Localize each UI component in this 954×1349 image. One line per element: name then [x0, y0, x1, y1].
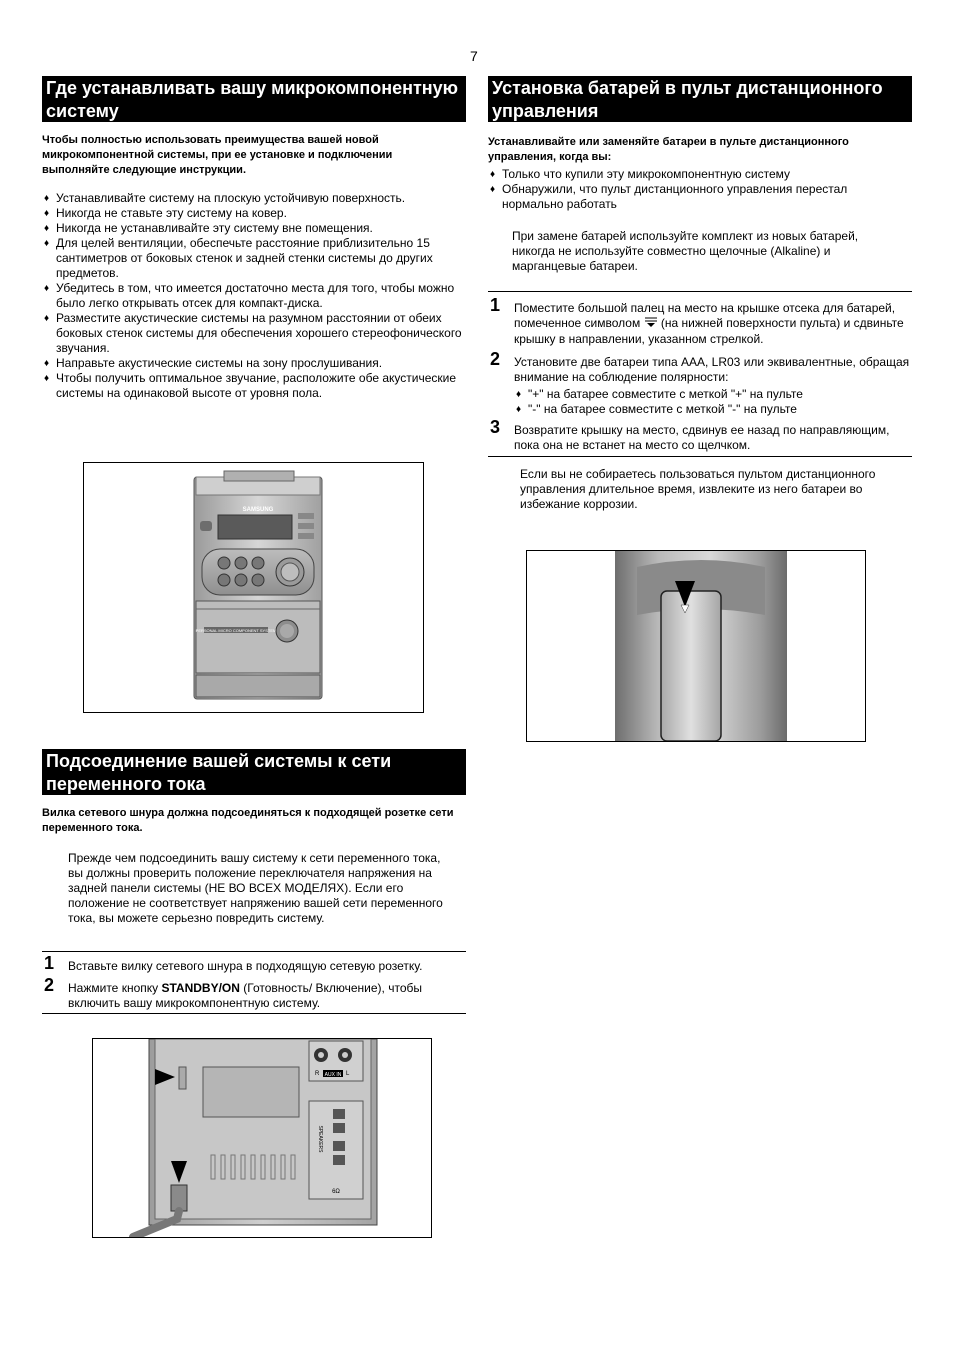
placement-bullet: ♦ Устанавливайте систему на плоскую устойчивую поверхность.	[42, 191, 466, 206]
batteries-note-corrosion: Если вы не собираетесь пользоваться пультом дистанционного управления длительное время, извлеките из него батареи во избежание коррозии.	[520, 467, 876, 511]
power-steps	[44, 953, 464, 1011]
brand-logo: SAMSUNG	[242, 507, 274, 513]
placement-bullet: ♦ Чтобы получить оптимальное звучание, расположите обе акустические системы на одинаковой высоте от уровня пола.	[42, 371, 466, 401]
power-steps-top-rule	[42, 951, 466, 952]
batteries-note-alkaline: При замене батарей используйте комплект из новых батарей, никогда не используйте совместно щелочные (Alkaline) и марганцевые батареи.	[512, 229, 859, 273]
system-rear-figure	[92, 1038, 432, 1238]
power-section	[42, 749, 466, 926]
battery-step-3	[490, 417, 910, 453]
step-number: 1	[44, 953, 55, 973]
step-text-pre: Нажмите кнопку	[68, 981, 162, 995]
power-title: Подсоединение вашей системы к сети переменного тока	[42, 749, 466, 795]
polarity-bullet: ♦ "+" на батарее совместите с меткой "+" на пульте	[514, 387, 910, 402]
system-rear-illustration	[93, 1039, 431, 1237]
placement-bullet-list	[42, 191, 466, 401]
step-number: 2	[44, 975, 55, 995]
power-step-2	[44, 975, 464, 1011]
battery-steps-bottom-rule	[488, 456, 912, 457]
batteries-bullet-list	[488, 167, 888, 212]
aux-l-label: L	[346, 1071, 350, 1077]
power-step-1	[44, 953, 464, 974]
step-number: 3	[490, 417, 501, 437]
placement-bullet: ♦ Никогда не устанавливайте эту систему вне помещения.	[42, 221, 466, 236]
step-text-post: (Готовность/ Включение), чтобы включить вашу микрокомпонентную систему.	[68, 981, 422, 1010]
system-front-illustration	[84, 463, 423, 712]
speakers-label: SPEAKERS	[317, 1125, 323, 1153]
remote-battery-illustration	[527, 551, 865, 741]
step-text: Установите две батареи типа AAA, LR03 или эквивалентные, обращая внимание на соблюдение полярности:	[514, 355, 910, 384]
placement-title: Где устанавливать вашу микрокомпонентную систему	[42, 76, 466, 122]
step-text: Возвратите крышку на место, сдвинув ее назад по направляющим, пока она не встанет на место со щелчком.	[514, 423, 890, 452]
cover-symbol-icon	[644, 316, 658, 332]
step-text: Вставьте вилку сетевого шнура в подходящую сетевую розетку.	[68, 959, 423, 973]
step-text-post: (на нижней поверхности пульта) и сдвиньте крышку в направлении, указанном стрелкой.	[514, 316, 904, 346]
placement-bullet: ♦ Направьте акустические системы на зону прослушивания.	[42, 356, 466, 371]
standby-on-label: STANDBY/ON	[161, 981, 240, 995]
battery-step-1	[490, 295, 910, 347]
placement-bullet: ♦ Никогда не ставьте эту систему на ковер.	[42, 206, 466, 221]
step-text-pre: Поместите большой палец на место на крышке отсека для батарей, помеченное символом	[514, 301, 896, 331]
placement-intro: Чтобы полностью использовать преимущества вашей новой микрокомпонентной системы, при ее установке и подключении выполняйте следующие инструкции.	[42, 134, 393, 176]
batteries-title: Установка батарей в пульт дистанционного управления	[488, 76, 912, 122]
power-note: Прежде чем подсоединить вашу систему к сети переменного тока, вы должны проверить положение переключателя напряжения на задней панели системы (НЕ ВО ВСЕХ МОДЕЛЯХ). Если его положение не соответствует напряжению вашей сети переменного тока, вы можете серьезно повредить систему.	[68, 851, 443, 925]
polarity-bullet: ♦ "-" на батарее совместите с меткой "-" на пульте	[514, 402, 910, 417]
step-number: 1	[490, 295, 501, 315]
power-intro: Вилка сетевого шнура должна подсоединяться к подходящей розетке сети переменного тока.	[42, 807, 454, 834]
battery-steps	[490, 295, 910, 453]
placement-section	[42, 76, 466, 401]
deck-label: PERSONAL MICRO COMPONENT SYSTEM	[195, 628, 277, 633]
page-number: 7	[470, 48, 478, 64]
polarity-bullet-list	[514, 387, 910, 417]
aux-r-label: R	[315, 1071, 320, 1077]
battery-step-2	[490, 349, 910, 417]
placement-bullet: ♦ Для целей вентиляции, обеспечьте расстояние приблизительно 15 сантиметров от боковых стенок и задней стенки системы до других предметов.	[42, 236, 466, 281]
power-steps-bottom-rule	[42, 1013, 466, 1014]
battery-steps-top-rule	[488, 291, 912, 292]
aux-in-label: AUX IN	[324, 1072, 342, 1078]
placement-bullet: ♦ Разместите акустические системы на разумном расстоянии от обеих боковых стенок системы для обеспечения хорошего стереофонического звучания.	[42, 311, 466, 356]
batteries-intro: Устанавливайте или заменяйте батареи в пульте дистанционного управления, когда вы:	[488, 136, 849, 163]
placement-bullet: ♦ Убедитесь в том, что имеется достаточно места для того, чтобы можно было легко открывать отсек для компакт-диска.	[42, 281, 466, 311]
battery-bullet: ♦ Обнаружили, что пульт дистанционного управления перестал нормально работать	[488, 182, 888, 212]
remote-battery-figure	[526, 550, 866, 742]
step-number: 2	[490, 349, 501, 369]
batteries-section	[488, 76, 912, 274]
system-front-figure	[83, 462, 424, 713]
impedance-label: 6Ω	[332, 1189, 340, 1195]
battery-bullet: ♦ Только что купили эту микрокомпонентную систему	[488, 167, 888, 182]
